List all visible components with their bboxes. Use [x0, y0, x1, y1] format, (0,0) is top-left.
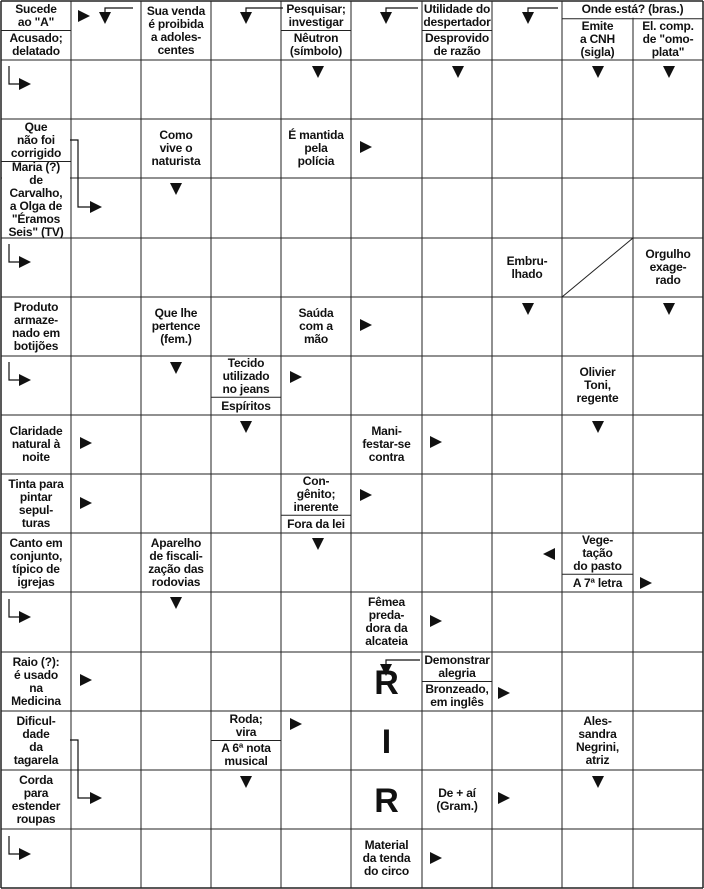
bent-arrow-icon	[19, 374, 31, 386]
clue-c22	[564, 357, 631, 414]
bent-arrow-icon	[9, 362, 19, 380]
clue-c31	[564, 575, 631, 591]
arrow-down-icon	[240, 12, 252, 24]
clue-text: Como vive o naturista	[151, 128, 201, 168]
clue-c28	[3, 534, 69, 591]
clue-c11	[3, 120, 69, 160]
clue-c24	[353, 416, 420, 473]
clue-text: Olivier Toni, regente	[576, 365, 619, 405]
arrow-down-icon	[312, 538, 324, 550]
clue-text: Onde está? (bras.)	[581, 2, 684, 17]
clue-c12	[3, 159, 69, 239]
clue-text: Emite a CNH (sigla)	[579, 18, 615, 59]
clue-text: Orgulho exage- rado	[645, 247, 691, 287]
arrow-left-icon	[543, 548, 555, 560]
clue-c2	[3, 32, 69, 60]
clue-c13	[143, 120, 209, 177]
clue-c39	[564, 712, 631, 769]
arrow-right-icon	[78, 10, 90, 22]
clue-c5	[283, 32, 349, 60]
arrow-right-icon	[90, 201, 102, 213]
arrow-connector	[70, 740, 90, 798]
arrow-right-icon	[360, 319, 372, 331]
clue-text: Utilidade do despertador	[423, 1, 491, 29]
clue-text: A 7ª letra	[572, 575, 623, 590]
clue-text: Nêutron (símbolo)	[289, 31, 343, 59]
clue-text: Acusado; delatado	[9, 31, 63, 59]
bent-arrow-icon	[19, 256, 31, 268]
arrow-down-icon	[452, 66, 464, 78]
arrow-right-icon	[360, 141, 372, 153]
clue-c29	[143, 534, 209, 591]
clue-c33	[3, 653, 69, 710]
clue-c32	[353, 593, 420, 651]
arrow-down-icon	[592, 776, 604, 788]
clue-c23	[3, 416, 69, 473]
clue-c30	[564, 534, 631, 573]
arrow-connector	[105, 8, 133, 12]
clue-text: Ales- sandra Negrini, atriz	[575, 713, 620, 767]
clue-c15	[494, 239, 560, 296]
clue-text: Con- gênito; inerente	[293, 474, 339, 515]
arrow-right-icon	[360, 489, 372, 501]
arrow-connector	[528, 8, 558, 12]
arrow-connector	[246, 8, 283, 12]
arrow-right-icon	[430, 852, 442, 864]
clue-c18	[143, 298, 209, 355]
clue-c27	[283, 516, 349, 532]
clue-c7	[424, 32, 490, 60]
arrow-right-icon	[80, 674, 92, 686]
clue-c35	[424, 683, 490, 711]
clue-text: De + aí (Gram.)	[436, 785, 478, 813]
arrow-down-icon	[380, 12, 392, 24]
clue-text: Material da tenda do circo	[362, 838, 411, 878]
clue-text: Produto armaze- nado em botijões	[12, 299, 60, 353]
arrow-right-icon	[290, 371, 302, 383]
clue-text: Corda para estender roupas	[11, 772, 61, 826]
clue-text: Que não foi corrigido	[10, 119, 62, 160]
arrow-down-icon	[522, 303, 534, 315]
arrow-down-icon	[170, 183, 182, 195]
clue-text: Vege- tação do pasto	[573, 533, 622, 574]
clue-text: Tinta para pintar sepul- turas	[8, 476, 64, 530]
clue-c41	[424, 771, 490, 828]
clue-c40	[3, 771, 69, 828]
given-letter: I	[381, 723, 392, 761]
bent-arrow-icon	[9, 66, 19, 84]
clue-text: Maria (?) de Carvalho, a Olga de "Éramos Seis" (TV)	[8, 159, 64, 239]
arrow-down-icon	[522, 12, 534, 24]
clue-c37	[213, 712, 279, 740]
bent-arrow-icon	[19, 848, 31, 860]
clue-c17	[3, 298, 69, 355]
clue-c10	[635, 20, 701, 59]
clue-c6	[424, 2, 490, 30]
arrow-right-icon	[290, 718, 302, 730]
arrow-down-icon	[592, 421, 604, 433]
clue-c42	[353, 830, 420, 887]
arrow-right-icon	[80, 437, 92, 449]
arrow-right-icon	[430, 436, 442, 448]
given-letter: R	[374, 782, 399, 820]
clue-c16	[635, 239, 701, 296]
clue-text: Sua venda é proibida a adoles- centes	[146, 3, 206, 57]
clue-text: Fêmea preda- dora da alcateia	[365, 595, 408, 648]
clue-text: Saúda com a mão	[298, 306, 334, 346]
arrow-right-icon	[80, 497, 92, 509]
clue-c36	[3, 712, 69, 769]
clue-c9	[564, 20, 631, 59]
clue-text: Claridade natural à noite	[9, 424, 63, 464]
arrow-right-icon	[498, 792, 510, 804]
clue-text: Sucede ao "A"	[15, 1, 57, 29]
arrow-down-icon	[170, 597, 182, 609]
arrow-right-icon	[90, 792, 102, 804]
clue-text: Desprovido de razão	[424, 31, 489, 59]
clue-text: Mani- festar-se contra	[362, 424, 411, 464]
clue-text: Embru- lhado	[506, 253, 548, 281]
arrow-right-icon	[640, 577, 652, 589]
arrow-down-icon	[99, 12, 111, 24]
arrow-connector	[386, 8, 418, 12]
clue-c26	[283, 475, 349, 514]
clue-c4	[283, 2, 349, 30]
arrow-right-icon	[498, 687, 510, 699]
arrow-connector	[70, 140, 90, 207]
clue-c3	[143, 2, 209, 59]
clue-c38	[213, 742, 279, 770]
bent-arrow-icon	[9, 836, 19, 854]
clue-text: Fora da lei	[287, 516, 345, 531]
clue-text: Canto em conjunto, típico de igrejas	[9, 535, 63, 589]
arrow-down-icon	[312, 66, 324, 78]
clue-text: Demonstrar alegria	[424, 652, 490, 680]
clue-text: Pesquisar; investigar	[286, 1, 346, 29]
arrow-down-icon	[663, 303, 675, 315]
arrow-down-icon	[240, 421, 252, 433]
clue-text: Aparelho de fiscali- zação das rodovias	[148, 535, 204, 589]
clue-c20	[213, 357, 279, 396]
arrow-down-icon	[592, 66, 604, 78]
clue-text: Que lhe pertence (fem.)	[151, 306, 201, 346]
clue-text: É mantida pela polícia	[288, 128, 344, 168]
clue-text: Roda; vira	[229, 711, 263, 739]
bent-arrow-icon	[19, 611, 31, 623]
clue-c25	[3, 475, 69, 532]
bent-arrow-icon	[19, 78, 31, 90]
bent-arrow-icon	[9, 599, 19, 617]
clue-text: El. comp. de "omo- plata"	[642, 18, 694, 59]
clue-text: Bronzeado, em inglês	[425, 682, 489, 710]
clue-c1	[3, 2, 69, 30]
clue-text: Tecido utilizado no jeans	[222, 356, 270, 397]
clue-c14	[283, 120, 349, 177]
clue-text: A 6ª nota musical	[221, 741, 271, 769]
arrow-right-icon	[430, 615, 442, 627]
clue-c34	[424, 653, 490, 681]
arrow-down-icon	[240, 776, 252, 788]
clue-text: Dificul- dade da tagarela	[13, 713, 59, 767]
clue-text: Espíritos	[221, 398, 271, 413]
clue-c19	[283, 298, 349, 355]
given-letter: R	[374, 664, 399, 702]
clue-c21	[213, 398, 279, 414]
arrow-down-icon	[663, 66, 675, 78]
arrow-down-icon	[170, 362, 182, 374]
clue-text: Raio (?): é usado na Medicina	[11, 654, 61, 708]
clue-c8	[564, 2, 701, 18]
bent-arrow-icon	[9, 244, 19, 262]
